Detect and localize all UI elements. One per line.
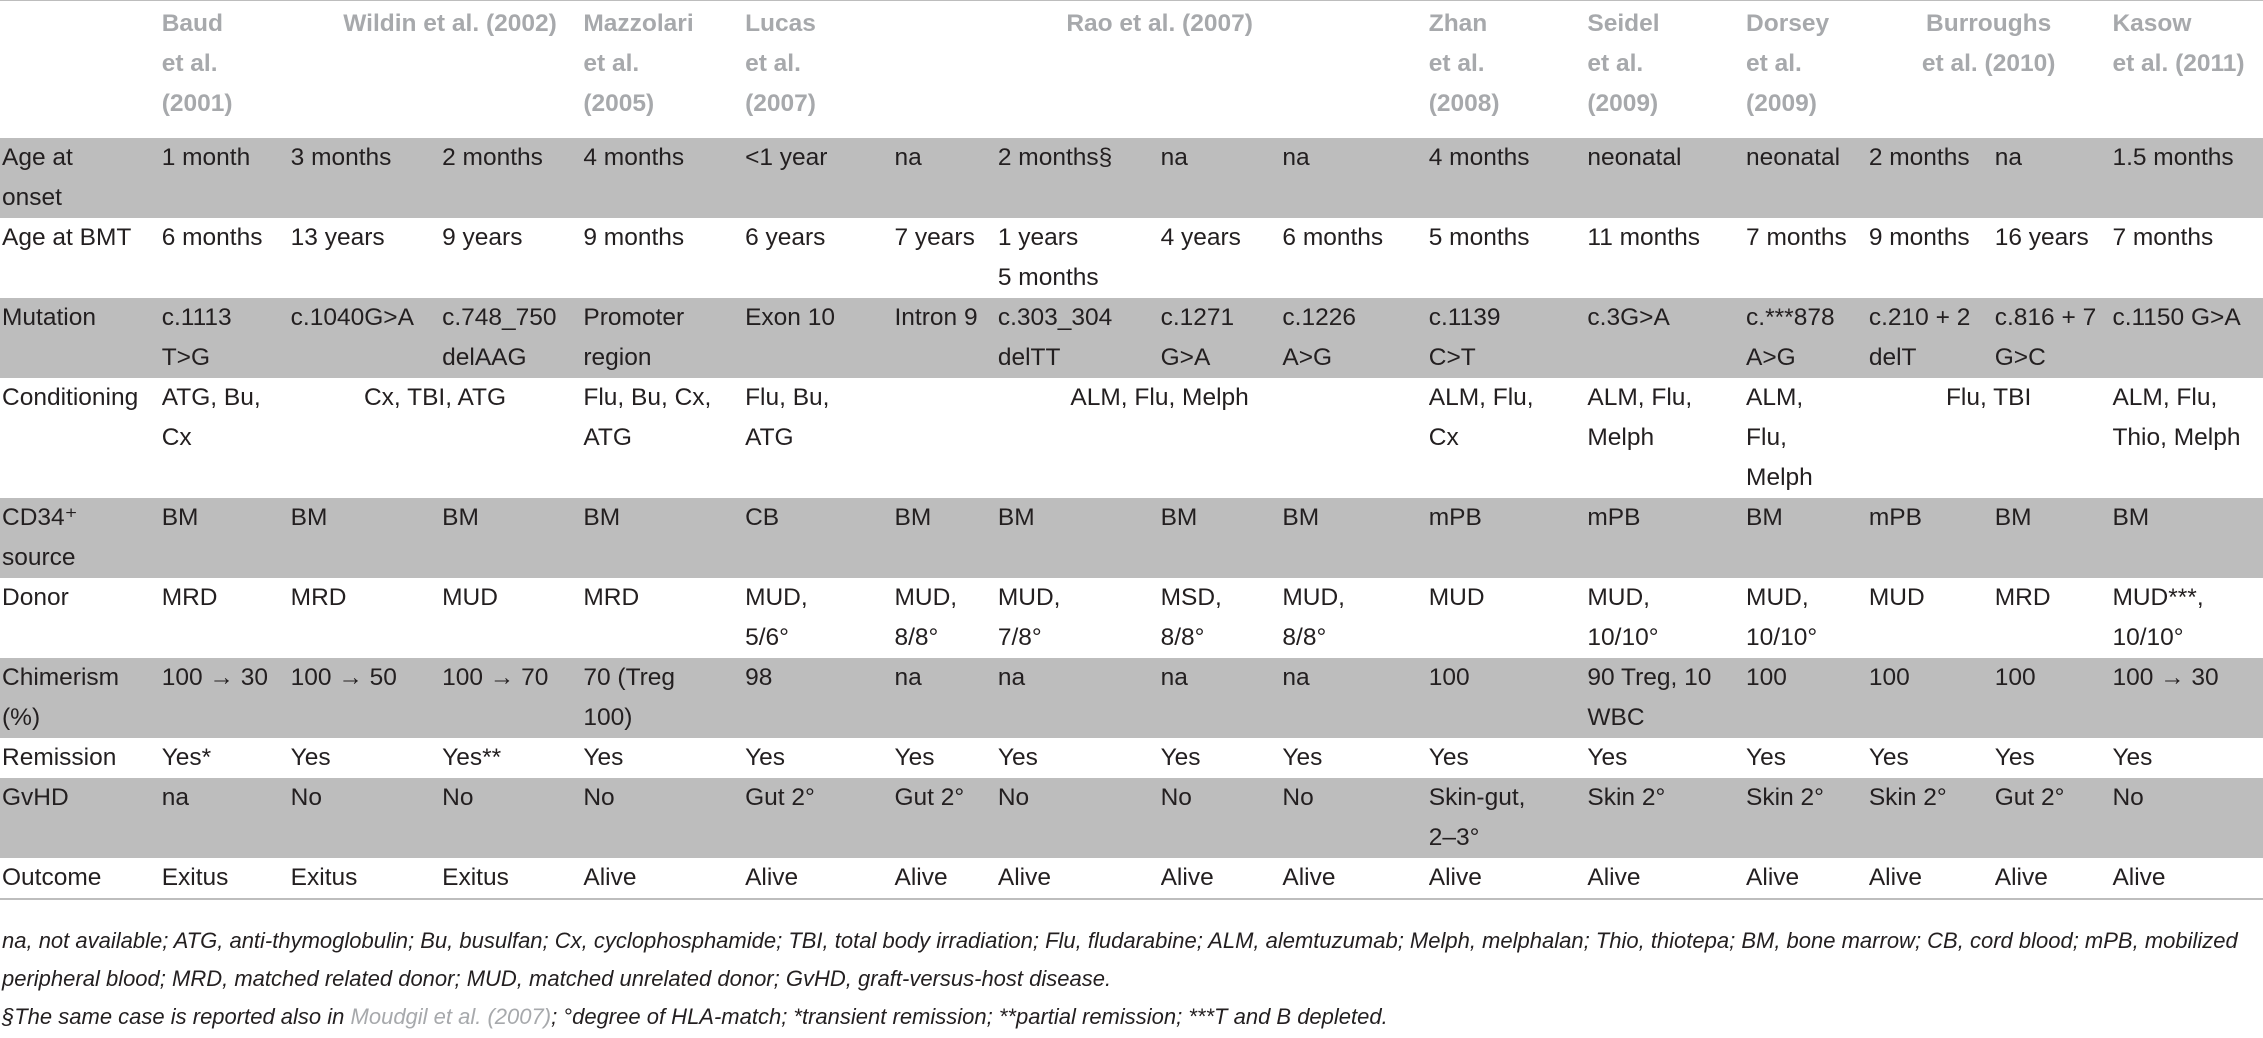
column-header-label: Kasow et al. (2011) bbox=[2112, 10, 2245, 77]
table-cell: ALM, Flu, Melph bbox=[1587, 384, 1693, 451]
table-body bbox=[0, 134, 2263, 899]
table-cell: Yes bbox=[1428, 744, 1469, 771]
table-cell: Gut 2° bbox=[745, 778, 894, 858]
table-cell: Alive bbox=[1746, 858, 1869, 899]
column-header-8 bbox=[1869, 1, 2113, 135]
table-cell: 4 months bbox=[1429, 134, 1588, 218]
table-cell: 6 months bbox=[1282, 224, 1384, 251]
table-cell: Alive bbox=[998, 858, 1161, 899]
table-cell: 100 bbox=[1869, 658, 1995, 738]
table-cell: Alive bbox=[583, 858, 745, 899]
table-cell: Exon 10 bbox=[745, 298, 894, 378]
column-header-label: Rao et al. (2007) bbox=[1066, 10, 1253, 37]
table-cell: ALM, Flu, Melph bbox=[1070, 384, 1249, 411]
table-cell: 100 bbox=[1995, 658, 2113, 738]
header-corner-cell bbox=[0, 1, 162, 135]
table-cell: 4 months bbox=[583, 134, 745, 218]
table-cell: CB bbox=[745, 498, 894, 578]
table-cell: c.303_304 delTT bbox=[998, 298, 1161, 378]
table-cell: MRD bbox=[1994, 584, 2051, 611]
table-cell: c.748_750 delAAG bbox=[442, 298, 583, 378]
table-cell: Yes bbox=[997, 744, 1038, 771]
row-label: CD34⁺ source bbox=[0, 498, 162, 578]
table-cell: BM bbox=[1746, 498, 1869, 578]
column-header-label: Zhan et al. (2008) bbox=[1428, 10, 1500, 117]
table-row bbox=[0, 378, 2263, 498]
table-cell: c.210 + 2 delT bbox=[1869, 298, 1995, 378]
column-header-label: Lucas et al. (2007) bbox=[745, 10, 816, 117]
table-row bbox=[0, 218, 2263, 298]
table-row bbox=[0, 778, 2263, 858]
table-cell: c.***878 A>G bbox=[1746, 298, 1869, 378]
table-cell: c.3G>A bbox=[1587, 298, 1746, 378]
table-cell: MUD, 5/6° bbox=[745, 584, 808, 651]
column-header-1 bbox=[291, 1, 584, 135]
table-row bbox=[0, 134, 2263, 218]
table-cell: No bbox=[291, 778, 442, 858]
table-cell: neonatal bbox=[1587, 134, 1746, 218]
table-cell: Yes bbox=[290, 744, 331, 771]
table-cell: Alive bbox=[894, 858, 997, 899]
table-cell: Yes bbox=[1994, 744, 2035, 771]
table-cell: Alive bbox=[745, 858, 894, 899]
table-row bbox=[0, 738, 2263, 778]
table-cell: Yes bbox=[1868, 744, 1909, 771]
table-cell: 98 bbox=[745, 658, 894, 738]
column-header-4 bbox=[894, 1, 1428, 135]
moudgil-reference-link[interactable]: Moudgil et al. (2007) bbox=[350, 1004, 552, 1029]
table-cell: MUD, 8/8° bbox=[1282, 584, 1345, 651]
column-header-label: Dorsey et al. (2009) bbox=[1746, 10, 1830, 117]
table-cell: No bbox=[583, 778, 745, 858]
table-cell: 7 years bbox=[894, 224, 975, 251]
table-cell: 100 → 70 bbox=[442, 658, 583, 738]
table-cell: Gut 2° bbox=[1995, 778, 2113, 858]
table-cell: MRD bbox=[161, 584, 218, 611]
table-cell: na bbox=[1161, 134, 1283, 218]
table-cell: Yes bbox=[745, 744, 786, 771]
table-row bbox=[0, 858, 2263, 899]
table-cell: MUD, 8/8° bbox=[894, 584, 958, 651]
table-cell: 3 months bbox=[291, 134, 442, 218]
table-cell: 9 months bbox=[583, 224, 685, 251]
table-cell: BM bbox=[2112, 498, 2263, 578]
table-cell: mPB bbox=[1587, 498, 1746, 578]
table-cell: na bbox=[998, 658, 1161, 738]
table-cell: MUD***, 10/10° bbox=[2112, 584, 2204, 651]
table-cell: Exitus bbox=[442, 858, 583, 899]
table-cell: Intron 9 bbox=[894, 298, 997, 378]
table-cell: 100 bbox=[1429, 658, 1588, 738]
table-cell: 7 months bbox=[1746, 224, 1847, 251]
table-row bbox=[0, 578, 2263, 658]
table-cell: Alive bbox=[1995, 858, 2113, 899]
table-cell: 2 months bbox=[442, 134, 583, 218]
column-header-3 bbox=[745, 1, 894, 135]
row-label: Outcome bbox=[0, 858, 162, 899]
table-cell: na bbox=[894, 134, 997, 218]
table-cell: Yes bbox=[1160, 744, 1201, 771]
table-cell: Skin 2° bbox=[1746, 778, 1869, 858]
table-cell: Flu, Bu, Cx, ATG bbox=[583, 384, 712, 451]
table-cell: c.1226 A>G bbox=[1282, 298, 1428, 378]
row-label: Remission bbox=[2, 744, 117, 771]
table-cell: Exitus bbox=[291, 858, 442, 899]
table-cell: BM bbox=[1995, 498, 2113, 578]
table-cell: Yes bbox=[583, 744, 624, 771]
table-cell: Yes* bbox=[161, 744, 212, 771]
table-cell: Yes bbox=[1282, 744, 1323, 771]
table-cell: 2 months bbox=[1869, 134, 1995, 218]
column-header-0 bbox=[162, 1, 291, 135]
table-cell: 5 months bbox=[1428, 224, 1530, 251]
table-cell: Exitus bbox=[162, 858, 291, 899]
table-cell: 9 months bbox=[1868, 224, 1970, 251]
table-cell: na bbox=[1282, 658, 1428, 738]
table-cell: 13 years bbox=[290, 224, 385, 251]
table-cell: BM bbox=[894, 498, 997, 578]
table-cell: 11 months bbox=[1587, 224, 1700, 251]
table-cell: BM bbox=[291, 498, 442, 578]
table-cell: MSD, 8/8° bbox=[1160, 584, 1222, 651]
table-cell: c.1139 C>T bbox=[1429, 298, 1588, 378]
table-cell: MUD bbox=[1868, 584, 1925, 611]
table-cell: mPB bbox=[1869, 498, 1995, 578]
table-cell: No bbox=[998, 778, 1161, 858]
table-cell: 7 months bbox=[2112, 224, 2214, 251]
table-cell: MUD bbox=[1428, 584, 1485, 611]
table-cell: na bbox=[162, 778, 291, 858]
column-header-label: Seidel et al. (2009) bbox=[1587, 10, 1660, 117]
row-label: Mutation bbox=[0, 298, 162, 378]
table-cell: Flu, TBI bbox=[1945, 384, 2032, 411]
table-cell: Alive bbox=[1161, 858, 1283, 899]
table-cell: MRD bbox=[290, 584, 347, 611]
table-header bbox=[0, 1, 2263, 135]
table-cell: Yes** bbox=[442, 744, 502, 771]
table-cell: Alive bbox=[1587, 858, 1746, 899]
table-cell: mPB bbox=[1429, 498, 1588, 578]
table-cell: 70 (Treg 100) bbox=[583, 658, 745, 738]
table-row bbox=[0, 298, 2263, 378]
table-cell: 90 Treg, 10 WBC bbox=[1587, 658, 1746, 738]
column-header-2 bbox=[583, 1, 745, 135]
table-cell: 100 → 50 bbox=[291, 658, 442, 738]
table-cell: 6 years bbox=[745, 224, 826, 251]
table-cell: ALM, Flu, Melph bbox=[1746, 384, 1813, 491]
table-cell: BM bbox=[998, 498, 1161, 578]
table-cell: neonatal bbox=[1746, 134, 1869, 218]
row-label: Conditioning bbox=[2, 384, 139, 411]
row-label: Age at onset bbox=[0, 134, 162, 218]
table-row bbox=[0, 498, 2263, 578]
table-cell: c.1113 T>G bbox=[162, 298, 291, 378]
symbols-footnote bbox=[2, 998, 2252, 1036]
symbols-suffix: ; °degree of HLA-match; *transient remission; **partial remission; ***T and B depleted. bbox=[551, 1004, 1388, 1029]
table-cell: MUD, 7/8° bbox=[997, 584, 1061, 651]
column-header-label: Mazzolari et al. (2005) bbox=[583, 10, 694, 117]
table-cell: Cx, TBI, ATG bbox=[363, 384, 507, 411]
table-cell: ALM, Flu, Cx bbox=[1428, 384, 1534, 451]
table-cell: 1.5 months bbox=[2112, 134, 2263, 218]
table-cell: Yes bbox=[1587, 744, 1628, 771]
table-cell: ALM, Flu, Thio, Melph bbox=[2112, 384, 2241, 451]
table-cell: Yes bbox=[2112, 744, 2153, 771]
table-cell: na bbox=[1282, 134, 1428, 218]
row-label: Chimerism (%) bbox=[0, 658, 162, 738]
table-cell: No bbox=[442, 778, 583, 858]
table-cell: Flu, Bu, ATG bbox=[745, 384, 830, 451]
table-row bbox=[0, 658, 2263, 738]
table-cell: No bbox=[1161, 778, 1283, 858]
table-cell: 2 months§ bbox=[998, 134, 1161, 218]
table-cell: Gut 2° bbox=[894, 778, 997, 858]
column-header-label: Burroughs et al. (2010) bbox=[1921, 10, 2056, 77]
column-header-5 bbox=[1429, 1, 1588, 135]
table-cell: No bbox=[2112, 778, 2263, 858]
table-cell: Alive bbox=[1282, 858, 1428, 899]
table-cell: c.816 + 7 G>C bbox=[1995, 298, 2113, 378]
table-cell: <1 year bbox=[745, 134, 894, 218]
table-cell: 1 month bbox=[162, 134, 291, 218]
table-cell: Alive bbox=[2112, 858, 2263, 899]
table-cell: 9 years bbox=[442, 224, 523, 251]
table-cell: 100 → 30 bbox=[2112, 658, 2263, 738]
table-cell: na bbox=[894, 658, 997, 738]
column-header-label: Baud et al. (2001) bbox=[161, 10, 233, 117]
column-header-7 bbox=[1746, 1, 1869, 135]
table-cell: No bbox=[1282, 778, 1428, 858]
table-cell: 4 years bbox=[1160, 224, 1241, 251]
table-cell: MUD, 10/10° bbox=[1587, 584, 1659, 651]
table-footnotes bbox=[2, 922, 2252, 1036]
table-cell: c.1271 G>A bbox=[1161, 298, 1283, 378]
table-cell: BM bbox=[162, 498, 291, 578]
table-cell: MUD, 10/10° bbox=[1746, 584, 1818, 651]
table-cell: c.1040G>A bbox=[291, 298, 442, 378]
table-cell: na bbox=[1161, 658, 1283, 738]
table-cell: Alive bbox=[1429, 858, 1588, 899]
table-cell: MUD bbox=[442, 584, 498, 611]
table-cell: 100 bbox=[1746, 658, 1869, 738]
column-header-6 bbox=[1587, 1, 1746, 135]
table-cell: BM bbox=[1282, 498, 1428, 578]
row-label: Age at BMT bbox=[2, 224, 132, 251]
table-cell: MRD bbox=[583, 584, 640, 611]
table-cell: Alive bbox=[1869, 858, 1995, 899]
row-label: GvHD bbox=[0, 778, 162, 858]
symbols-prefix: §The same case is reported also in bbox=[2, 1004, 351, 1029]
table-cell: BM bbox=[583, 498, 745, 578]
abbreviations-footnote: na, not available; ATG, anti-thymoglobulin; Bu, busulfan; Cx, cyclophosphamide; TBI, total body irradiation; Flu, fludarabine; ALM, alemtuzumab; Melph, melphalan; Thio, thiotepa; BM, bone marrow; CB, cord blood; mPB, mobilized peripheral blood; MRD, matched related donor; MUD, matched unrelated donor; GvHD, graft-versus-host disease. bbox=[2, 928, 2238, 991]
header-row bbox=[0, 1, 2263, 135]
table-cell: 6 months bbox=[161, 224, 263, 251]
table-cell: Skin-gut, 2–3° bbox=[1429, 778, 1588, 858]
row-label: Donor bbox=[2, 584, 69, 611]
table-cell: Skin 2° bbox=[1869, 778, 1995, 858]
table-cell: 16 years bbox=[1994, 224, 2089, 251]
table-cell: Promoter region bbox=[583, 298, 745, 378]
table-cell: BM bbox=[1161, 498, 1283, 578]
table-cell: BM bbox=[442, 498, 583, 578]
table-cell: Yes bbox=[894, 744, 935, 771]
table-cell: 100 → 30 bbox=[162, 658, 291, 738]
table-cell: Skin 2° bbox=[1587, 778, 1746, 858]
column-header-label: Wildin et al. (2002) bbox=[343, 10, 557, 37]
table-cell: ATG, Bu, Cx bbox=[161, 384, 261, 451]
table-cell: c.1150 G>A bbox=[2112, 298, 2263, 378]
table-cell: Yes bbox=[1746, 744, 1786, 771]
table-cell: 1 years 5 months bbox=[997, 224, 1099, 291]
column-header-9 bbox=[2112, 1, 2263, 135]
table-cell: na bbox=[1995, 134, 2113, 218]
